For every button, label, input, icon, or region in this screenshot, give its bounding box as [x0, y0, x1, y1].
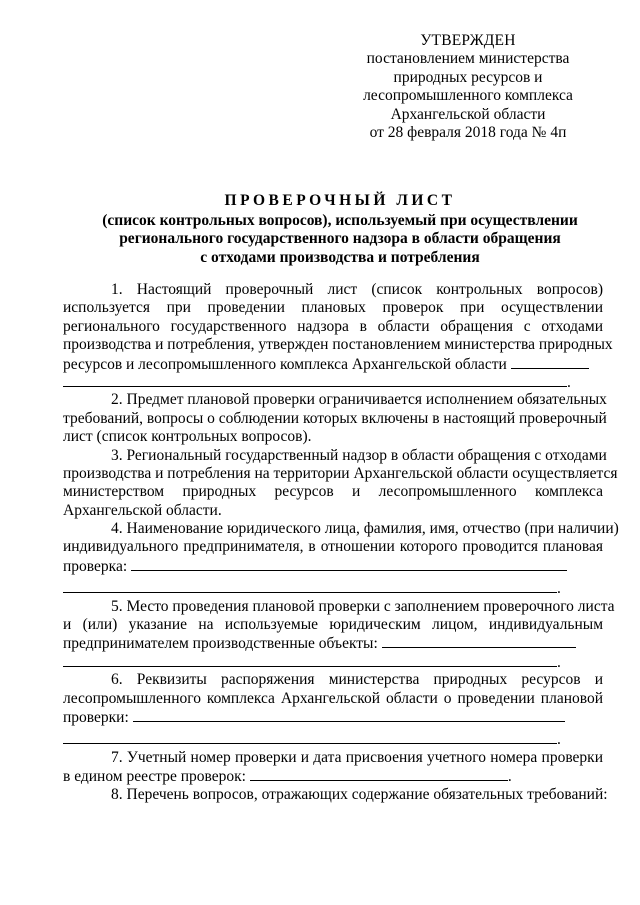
paragraph-line-with-field — [63, 708, 603, 726]
paragraph-8 — [63, 785, 608, 804]
paragraph-5 — [63, 597, 615, 672]
paragraph-line-with-field — [63, 355, 603, 373]
period: . — [557, 731, 561, 749]
fill-in-blank[interactable] — [131, 557, 567, 571]
paragraph-line-with-field — [63, 767, 603, 785]
paragraph-line: 1. Настоящий проверочный лист (список контрольных вопросов) — [111, 281, 603, 298]
approval-title: УТВЕРЖДЕН — [420, 32, 516, 49]
subtitle-line: (список контрольных вопросов), используемый при осуществлении — [102, 212, 578, 229]
paragraph-4 — [63, 520, 619, 598]
approval-line: природных ресурсов и — [393, 68, 543, 86]
document-subtitle — [60, 212, 620, 267]
fill-in-blank[interactable] — [63, 653, 557, 667]
paragraph-line: 5. Место проведения плановой проверки с заполнением проверочного листа — [111, 597, 615, 615]
approval-line: постановлением министерства — [366, 50, 570, 68]
approval-line: лесопромышленного комплекса — [363, 87, 573, 105]
paragraph-line: и (или) указание на используемые юридическим лицом, индивидуальным — [63, 616, 603, 634]
paragraph-line: индивидуального предпринимателя, в отношении которого проводится плановая — [63, 538, 603, 556]
paragraph-line: производства и потребления на территории Архангельской области осуществляется — [63, 464, 618, 482]
paragraph-1 — [63, 281, 613, 391]
approval-date-line: от 28 февраля 2018 года № 4п — [369, 124, 567, 142]
paragraph-line-with-field — [63, 579, 603, 597]
paragraph-line: лист (список контрольных вопросов). — [63, 428, 312, 446]
paragraph-line-with-field — [63, 653, 603, 671]
paragraph-line-with-field — [63, 557, 603, 575]
fill-in-blank[interactable] — [63, 373, 567, 387]
paragraph-line-text: предпринимателем производственные объекты: — [63, 635, 378, 653]
approval-line: Архангельской области — [390, 105, 546, 123]
paragraph-line: 8. Перечень вопросов, отражающих содержание обязательных требований: — [111, 785, 608, 803]
paragraph-line: Архангельской области. — [63, 501, 222, 519]
paragraph-line-text: ресурсов и лесопромышленного комплекса Архангельской области — [63, 355, 507, 373]
fill-in-blank[interactable] — [250, 767, 508, 781]
document-title: ПРОВЕРОЧНЫЙ ЛИСТ — [224, 192, 456, 209]
paragraph-2 — [63, 391, 607, 446]
paragraph-line: используется при проведении плановых проверок при осуществлении — [63, 299, 603, 317]
paragraph-line: регионального государственного надзора в области обращения с отходами — [63, 317, 603, 335]
period: . — [557, 580, 561, 598]
fill-in-blank[interactable] — [511, 355, 589, 369]
paragraph-line-with-field — [63, 730, 603, 748]
paragraph-line: 6. Реквизиты распоряжения министерства природных ресурсов и — [111, 671, 603, 689]
paragraph-line: 7. Учетный номер проверки и дата присвоения учетного номера проверки — [111, 748, 603, 766]
subtitle-line: регионального государственного надзора в области обращения — [119, 230, 561, 248]
fill-in-blank[interactable] — [63, 579, 557, 593]
paragraph-line-text: в едином реестре проверок: — [63, 768, 246, 786]
paragraph-line-text: проверки: — [63, 708, 129, 726]
period: . — [507, 768, 512, 786]
period: . — [557, 653, 561, 671]
paragraph-line: требований, вопросы о соблюдении которых включены в настоящий проверочный — [63, 409, 607, 427]
fill-in-blank[interactable] — [63, 730, 557, 744]
paragraph-line-text: проверка: — [63, 557, 128, 575]
paragraph-3 — [63, 446, 618, 521]
fill-in-blank[interactable] — [382, 634, 576, 648]
fill-in-blank[interactable] — [133, 708, 565, 722]
subtitle-line: с отходами производства и потребления — [200, 248, 480, 266]
paragraph-7 — [63, 749, 603, 786]
paragraph-line: 2. Предмет плановой проверки ограничивается исполнением обязательных — [111, 391, 607, 409]
paragraph-line: 3. Региональный государственный надзор в области обращения с отходами — [111, 446, 607, 464]
approval-block — [330, 32, 606, 142]
paragraph-line: производства и потребления, утвержден постановлением министерства природных — [63, 336, 613, 354]
paragraph-line: министерством природных ресурсов и лесопромышленного комплекса — [63, 483, 603, 501]
document-body — [63, 281, 619, 804]
paragraph-line: лесопромышленного комплекса Архангельской области о проведении плановой — [63, 689, 603, 707]
paragraph-line-with-field — [63, 634, 603, 652]
paragraph-line: 4. Наименование юридического лица, фамилия, имя, отчество (при наличии) — [111, 520, 619, 538]
paragraph-6 — [63, 671, 603, 749]
period: . — [567, 373, 571, 391]
paragraph-line-with-field — [63, 373, 603, 391]
